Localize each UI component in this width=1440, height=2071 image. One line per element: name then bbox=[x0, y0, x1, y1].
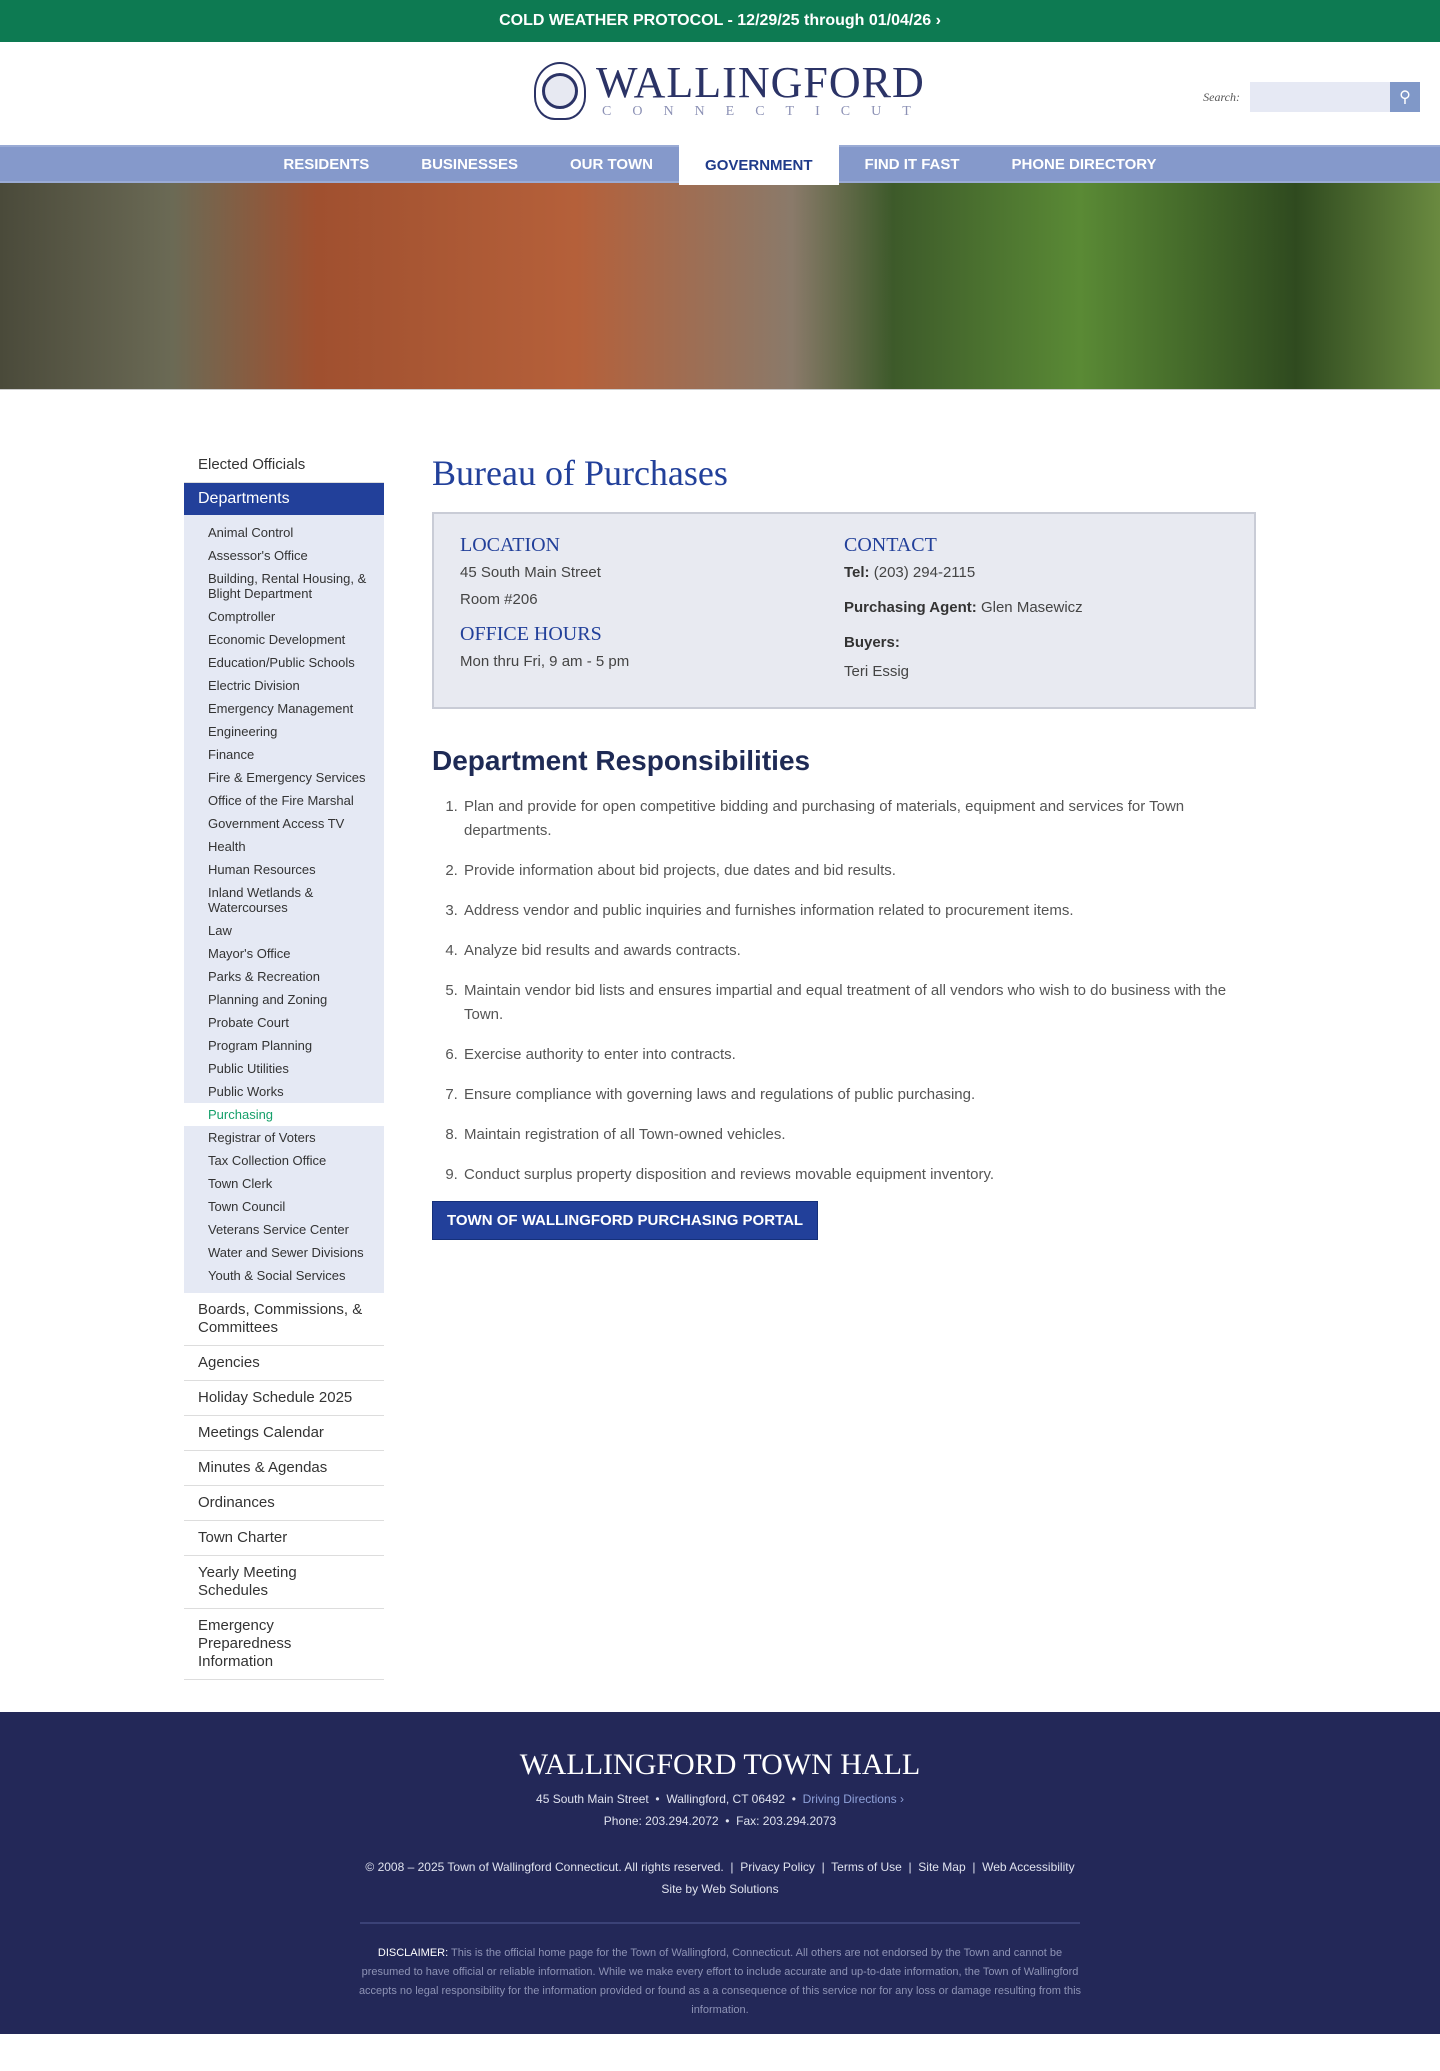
sidebar-subitem[interactable]: Purchasing bbox=[184, 1103, 384, 1126]
buyers-label: Buyers: bbox=[844, 634, 900, 651]
sidebar-item-departments[interactable]: Departments bbox=[184, 483, 384, 515]
sidebar-subitem[interactable]: Public Works bbox=[208, 1084, 284, 1099]
sidebar-subitem[interactable]: Building, Rental Housing, & Blight Department bbox=[208, 571, 367, 601]
logo-sub: CONNECTICUT bbox=[602, 104, 932, 119]
purchasing-portal-button[interactable]: TOWN OF WALLINGFORD PURCHASING PORTAL bbox=[432, 1201, 818, 1240]
sidebar-subitem[interactable]: Town Clerk bbox=[208, 1176, 273, 1191]
address-line: 45 South Main Street bbox=[460, 564, 601, 581]
sidebar-subitem[interactable]: Electric Division bbox=[208, 678, 300, 693]
terms-link[interactable]: Terms of Use bbox=[831, 1860, 902, 1874]
sidebar-subitem[interactable]: Government Access TV bbox=[208, 816, 345, 831]
responsibility-item: 8. Maintain registration of all Town-owned vehicles. bbox=[462, 1123, 1256, 1147]
footer-address: 45 South Main Street bbox=[536, 1792, 649, 1806]
tel-label: Tel: bbox=[844, 564, 870, 581]
town-seal-icon bbox=[534, 62, 586, 120]
sidebar-subitem[interactable]: Emergency Management bbox=[208, 701, 354, 716]
hours: Mon thru Fri, 9 am - 5 pm bbox=[460, 653, 630, 670]
sitemap-link[interactable]: Site Map bbox=[918, 1860, 966, 1874]
sidebar-subitem[interactable]: Water and Sewer Divisions bbox=[208, 1245, 364, 1260]
nav-residents[interactable]: RESIDENTS bbox=[283, 155, 370, 173]
sidebar-subitem[interactable]: Fire & Emergency Services bbox=[208, 770, 366, 785]
sidebar-subitem[interactable]: Town Council bbox=[208, 1199, 286, 1214]
sidebar-subitem[interactable]: Animal Control bbox=[208, 525, 294, 540]
footer: WALLINGFORD TOWN HALL 45 South Main Street • Wallingford, CT 06492 • Driving Directions › Phone: 203.294.2072 • Fax: 203.294.2073 © 2008 – 2025 Town of Wallingford Connecticut. All rights reserved. | Privacy Policy | Terms of Use | Site Map | Web Accessibility Site by Web Solutions DISCLAIMER: This is the official home page for the Town of Wallingford, Connecticut. All others are not endorsed by the Town and cannot be presumed to have official or reliable information. While we make every effort to include accurate and up-to-date information, the Town of Wallingford accepts no legal responsibility for the information provided or found as a a consequence of this service nor for any loss or damage resulting from this information. bbox=[0, 1712, 1440, 2034]
footer-phone: Phone: 203.294.2072 bbox=[603, 1814, 719, 1828]
hero-image bbox=[0, 183, 1440, 390]
sidebar-item[interactable]: Emergency Preparedness Information bbox=[184, 1609, 384, 1680]
main-content bbox=[432, 448, 1256, 1680]
sidebar-item[interactable]: Ordinances bbox=[184, 1486, 384, 1521]
sidebar-subitem[interactable]: Public Utilities bbox=[208, 1061, 289, 1076]
responsibility-item: 3. Address vendor and public inquiries and furnishes information related to procurement items. bbox=[462, 899, 1256, 923]
sidebar-subitem[interactable]: Probate Court bbox=[208, 1015, 289, 1030]
departments-list bbox=[184, 515, 384, 1293]
location-heading: LOCATION bbox=[460, 534, 560, 556]
sidebar-subitem[interactable]: Planning and Zoning bbox=[208, 992, 328, 1007]
sidebar-item[interactable]: Boards, Commissions, & Committees bbox=[184, 1293, 384, 1346]
responsibilities-heading: Department Responsibilities bbox=[432, 745, 811, 776]
sidebar-subitem[interactable]: Comptroller bbox=[208, 609, 276, 624]
nav-government[interactable]: GOVERNMENT bbox=[679, 145, 839, 185]
responsibility-item: 9. Conduct surplus property disposition and reviews movable equipment inventory. bbox=[462, 1163, 1256, 1187]
sidebar-subitem[interactable]: Finance bbox=[208, 747, 255, 762]
sidebar-item[interactable]: Town Charter bbox=[184, 1521, 384, 1556]
tel[interactable]: (203) 294-2115 bbox=[873, 564, 976, 581]
search bbox=[1203, 82, 1420, 112]
sidebar-subitem[interactable]: Veterans Service Center bbox=[208, 1222, 349, 1237]
sidebar-subitem[interactable]: Assessor's Office bbox=[208, 548, 308, 563]
accessibility-link[interactable]: Web Accessibility bbox=[982, 1860, 1075, 1874]
main-nav bbox=[0, 145, 1440, 183]
sidebar-subitem[interactable]: Inland Wetlands & Watercourses bbox=[208, 885, 314, 915]
hours-heading: OFFICE HOURS bbox=[460, 623, 602, 645]
logo[interactable] bbox=[534, 58, 932, 120]
logo-name: WALLINGFORD bbox=[596, 58, 925, 107]
site-credit-link[interactable]: Site by Web Solutions bbox=[661, 1882, 779, 1896]
page-title: Bureau of Purchases bbox=[432, 453, 728, 493]
driving-directions-link[interactable]: Driving Directions › bbox=[802, 1792, 904, 1806]
buyers: Teri Essig bbox=[844, 663, 910, 680]
footer-divider bbox=[360, 1922, 1080, 1924]
sidebar-subitem[interactable]: Health bbox=[208, 839, 246, 854]
sidebar-subitem[interactable]: Mayor's Office bbox=[208, 946, 291, 961]
footer-city: Wallingford, CT 06492 bbox=[666, 1792, 786, 1806]
sidebar-item[interactable]: Elected Officials bbox=[184, 448, 384, 483]
footer-title: WALLINGFORD TOWN HALL bbox=[519, 1748, 921, 1781]
responsibility-item: 5. Maintain vendor bid lists and ensures impartial and equal treatment of all vendors who wish to do business with the Town. bbox=[462, 979, 1256, 1027]
sidebar-item[interactable]: Agencies bbox=[184, 1346, 384, 1381]
copyright: © 2008 – 2025 Town of Wallingford Connecticut. All rights reserved. bbox=[365, 1860, 724, 1874]
nav-our-town[interactable]: OUR TOWN bbox=[569, 155, 654, 173]
header bbox=[0, 42, 1440, 145]
sidebar-item[interactable]: Minutes & Agendas bbox=[184, 1451, 384, 1486]
search-input[interactable] bbox=[1250, 82, 1390, 112]
search-icon: ⚲ bbox=[1399, 89, 1411, 106]
room: Room #206 bbox=[460, 591, 538, 608]
responsibility-item: 4. Analyze bid results and awards contracts. bbox=[462, 939, 1256, 963]
nav-phone-directory[interactable]: PHONE DIRECTORY bbox=[1011, 155, 1157, 173]
responsibility-item: 2. Provide information about bid projects, due dates and bid results. bbox=[462, 859, 1256, 883]
agent-label: Purchasing Agent: bbox=[844, 599, 977, 616]
sidebar-subitem[interactable]: Tax Collection Office bbox=[208, 1153, 327, 1168]
nav-businesses[interactable]: BUSINESSES bbox=[421, 155, 518, 173]
nav-find-it-fast[interactable]: FIND IT FAST bbox=[864, 155, 960, 173]
responsibility-item: 6. Exercise authority to enter into contracts. bbox=[462, 1043, 1256, 1067]
footer-fax: Fax: 203.294.2073 bbox=[736, 1814, 837, 1828]
sidebar-subitem[interactable]: Youth & Social Services bbox=[208, 1268, 346, 1283]
sidebar-item[interactable]: Meetings Calendar bbox=[184, 1416, 384, 1451]
responsibility-item: 1. Plan and provide for open competitive bidding and purchasing of materials, equipment and services for Town departments. bbox=[462, 795, 1256, 843]
info-box bbox=[432, 512, 1256, 709]
sidebar-subitem[interactable]: Human Resources bbox=[208, 862, 316, 877]
search-label: Search: bbox=[1203, 89, 1240, 104]
contact-heading: CONTACT bbox=[844, 534, 937, 556]
alert-banner[interactable]: COLD WEATHER PROTOCOL - 12/29/25 through 01/04/26 › bbox=[0, 0, 1440, 42]
sidebar-subitem[interactable]: Engineering bbox=[208, 724, 278, 739]
sidebar-subitem[interactable]: Parks & Recreation bbox=[208, 969, 320, 984]
sidebar-subitem[interactable]: Law bbox=[208, 923, 232, 938]
sidebar-item[interactable]: Holiday Schedule 2025 bbox=[184, 1381, 384, 1416]
agent: Glen Masewicz bbox=[980, 599, 1083, 616]
sidebar-subitem[interactable]: Economic Development bbox=[208, 632, 346, 647]
sidebar-subitem[interactable]: Education/Public Schools bbox=[208, 655, 355, 670]
search-button[interactable] bbox=[1390, 82, 1420, 112]
disclaimer-text: This is the official home page for the Town of Wallingford, Connecticut. All others are not endorsed by the Town and cannot be presumed to have official or reliable information. While we make every effort to include accurate and up-to-date information, the Town of Wallingford accepts no legal responsibility for the information provided or found as a a consequence of this service nor for any loss or damage resulting from this information. bbox=[358, 1947, 1082, 2016]
privacy-link[interactable]: Privacy Policy bbox=[740, 1860, 815, 1874]
sidebar-subitem[interactable]: Program Planning bbox=[208, 1038, 313, 1053]
sidebar-subitem[interactable]: Registrar of Voters bbox=[208, 1130, 316, 1145]
responsibility-item: 7. Ensure compliance with governing laws and regulations of public purchasing. bbox=[462, 1083, 1256, 1107]
sidebar-subitem[interactable]: Office of the Fire Marshal bbox=[208, 793, 354, 808]
disclaimer-label: DISCLAIMER: bbox=[377, 1947, 449, 1959]
sidebar bbox=[184, 448, 384, 1680]
responsibilities-list bbox=[432, 795, 1256, 1187]
sidebar-item[interactable]: Yearly Meeting Schedules bbox=[184, 1556, 384, 1609]
